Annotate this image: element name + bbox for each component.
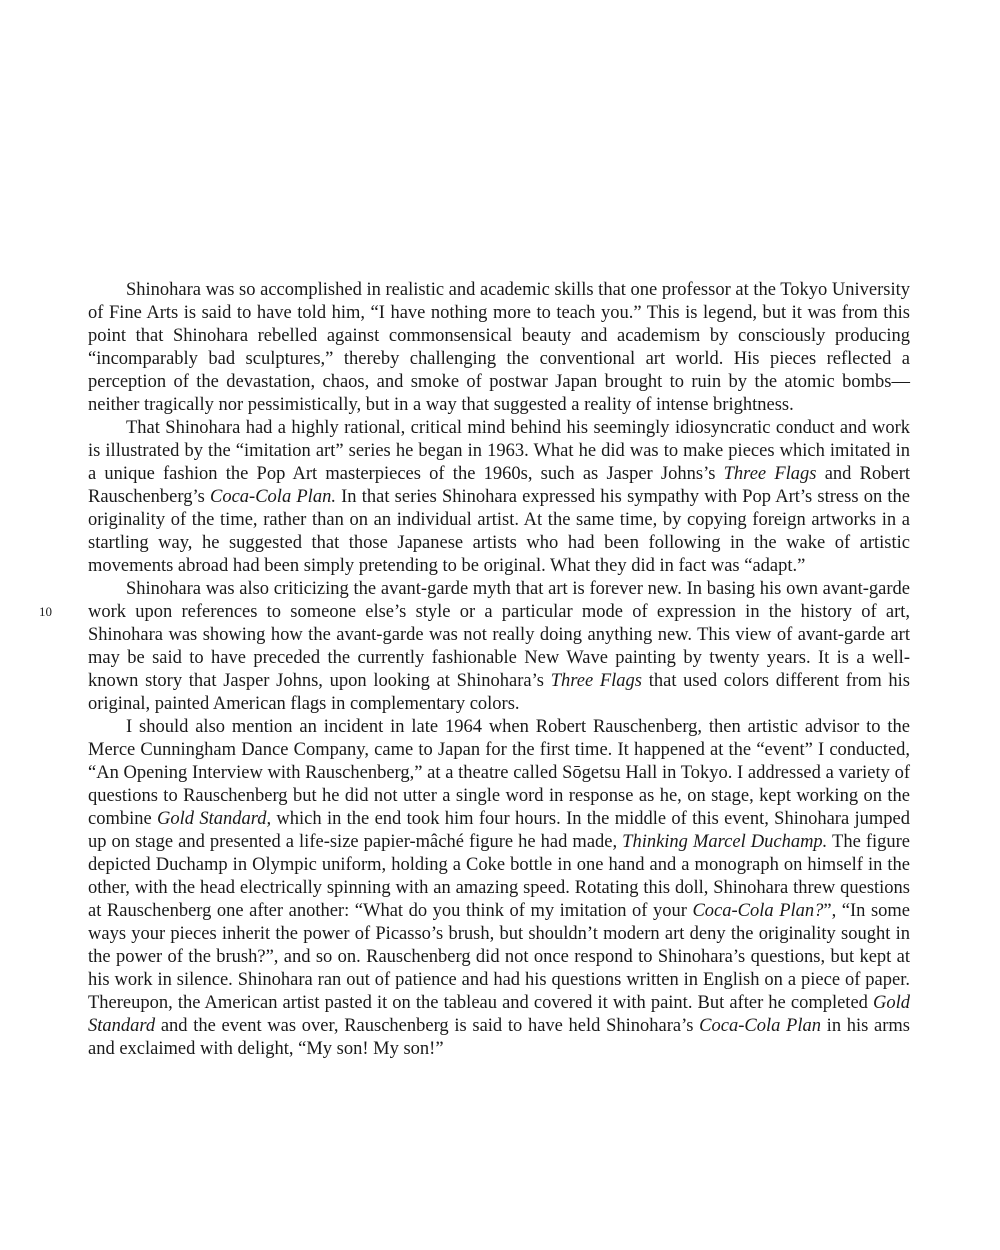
text-run: In that series Shinohara expressed his sympathy with Pop Art’s stress on the originality of the time, rather than on an individual artist. At the same time, by copying foreign artworks in a startling way, he suggested that those Japanese artists who had been following in the wake of artistic movements abroad had been simply pretending to be original. What they did in fact was “adapt.”	[88, 487, 910, 576]
italic-title-text: Gold Standard,	[157, 809, 272, 829]
text-run: which in the end took him four hours. In the middle of this event, Shinohara jumped up on stage and presented a life-size papier-mâché figure he had made,	[88, 809, 910, 852]
italic-title-text: Three Flags	[550, 671, 643, 691]
italic-title-text: Gold Standard	[88, 993, 910, 1036]
text-run: that used colors different from his original, painted American flags in complementary colors.	[88, 671, 911, 714]
text-run: That Shinohara had a highly rational, critical mind behind his seemingly idiosyncratic conduct and work is illustrated by the “imitation art” series he began in 1963. What he did was to make pieces which imitated in a unique fashion the Pop Art masterpieces of the 1960s, such as Jasper Johns’s	[88, 418, 910, 484]
body-text	[88, 279, 910, 1061]
text-run: and the event was over, Rauschenberg is said to have held Shinohara’s	[155, 1016, 700, 1036]
text-run: The figure depicted Duchamp in Olympic uniform, holding a Coke bottle in one hand and a monograph on himself in the other, with the head electrically spinning with an amazing speed. Rotating this doll, Shinohara threw questions at Rauschenberg one after another: “What do you think of my imitation of your	[88, 832, 910, 921]
paragraph	[88, 578, 910, 716]
italic-title-text: Coca-Cola Plan.	[210, 487, 336, 507]
paragraph	[88, 417, 910, 578]
text-run: ”, “In some ways your pieces inherit the power of Picasso’s brush, but shouldn’t modern art deny the originality sought in the power of the brush?”, and so on. Rauschenberg did not once respond to Shinohara’s questions, but kept at his work in silence. Shinohara ran out of patience and had his questions written in English on a piece of paper. Thereupon, the American artist pasted it on the tableau and covered it with paint. But after he completed	[88, 901, 910, 1013]
text-run: and Robert Rauschenberg’s	[88, 464, 910, 507]
italic-title-text: Coca-Cola Plan	[699, 1016, 821, 1036]
text-run: Shinohara was also criticizing the avant-garde myth that art is forever new. In basing his own avant-garde work upon references to someone else’s style or a particular mode of expression in the history of art, Shinohara was showing how the avant-garde was not really doing anything new. This view of avant-garde art may be said to have preceded the currently fashionable New Wave painting by twenty years. It is a well-known story that Jasper Johns, upon looking at Shinohara’s	[88, 579, 910, 691]
italic-title-text: Three Flags	[723, 464, 817, 484]
text-run: Shinohara was so accomplished in realistic and academic skills that one professor at the Tokyo University of Fine Arts is said to have told him, “I have nothing more to teach you.” This is legend, but it was from this point that Shinohara rebelled against commonsensical beauty and academism by consciously producing “incomparably bad sculptures,” thereby challenging the conventional art world. His pieces reflected a perception of the devastation, chaos, and smoke of postwar Japan brought to ruin by the atomic bombs—neither tragically nor pessimistically, but in a way that suggested a reality of intense brightness.	[88, 280, 910, 415]
paragraph	[88, 716, 910, 1061]
text-run: in his arms and exclaimed with delight, “My son! My son!”	[88, 1016, 910, 1059]
italic-title-text: Thinking Marcel Duchamp.	[622, 832, 828, 852]
margin-line-number: 10	[39, 604, 52, 619]
paragraph	[88, 279, 910, 417]
text-run: I should also mention an incident in late 1964 when Robert Rauschenberg, then artistic advisor to the Merce Cunningham Dance Company, came to Japan for the first time. It happened at the “event” I conducted, “An Opening Interview with Rauschenberg,” at a theatre called Sōgetsu Hall in Tokyo. I addressed a variety of questions to Rauschenberg but he did not utter a single word in response as he, on stage, kept working on the combine	[88, 717, 910, 829]
italic-title-text: Coca-Cola Plan?	[692, 901, 824, 921]
